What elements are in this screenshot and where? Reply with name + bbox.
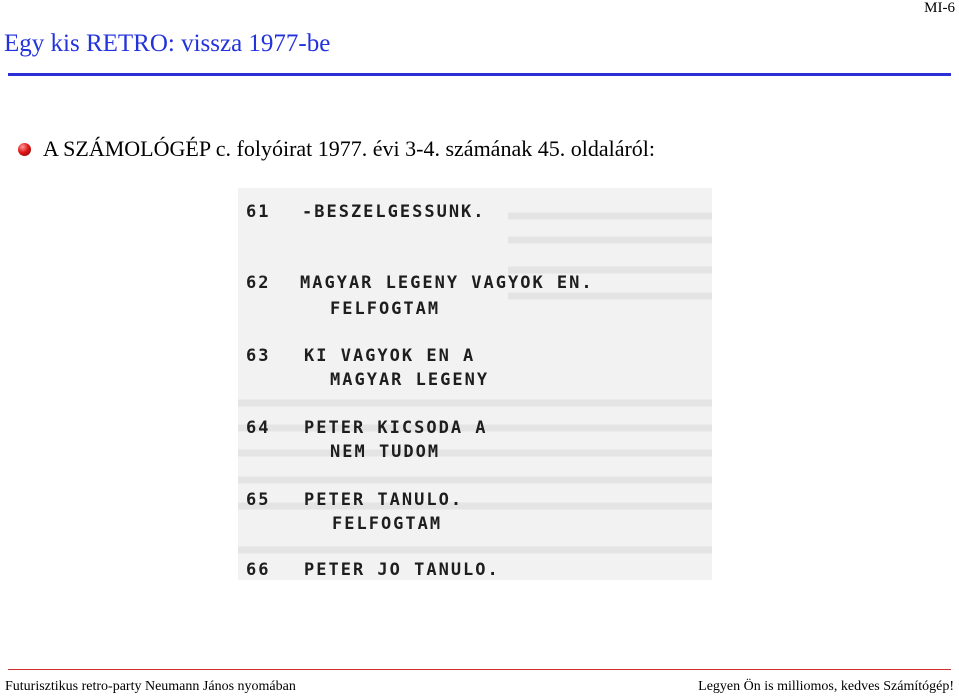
line-text: PETER TANULO. — [304, 490, 464, 510]
footer-divider — [8, 669, 951, 670]
line-number: 64 — [246, 418, 271, 438]
line-text: PETER JO TANULO. — [304, 560, 500, 580]
line-text: FELFOGTAM — [330, 299, 441, 319]
line-number: 63 — [246, 346, 271, 366]
scanned-printout — [238, 188, 712, 580]
line-text: FELFOGTAM — [332, 514, 443, 534]
slide-number: MI-6 — [924, 0, 955, 16]
line-number: 66 — [246, 560, 271, 580]
slide-title: Egy kis RETRO: vissza 1977-be — [4, 30, 331, 57]
bullet-ball-icon — [18, 143, 31, 156]
bullet-text: A SZÁMOLÓGÉP c. folyóirat 1977. évi 3-4. számának 45. oldaláról: — [43, 136, 656, 161]
title-divider — [8, 73, 951, 76]
bullet-item — [18, 136, 655, 162]
line-text: PETER KICSODA A — [304, 418, 488, 438]
line-text: KI VAGYOK EN A — [304, 346, 476, 366]
line-number: 62 — [246, 273, 271, 293]
footer-left-text: Futurisztikus retro-party Neumann János nyomában — [5, 679, 296, 694]
line-number: 61 — [246, 202, 271, 222]
line-text: NEM TUDOM — [330, 442, 441, 462]
line-text: MAGYAR LEGENY VAGYOK EN. — [300, 273, 594, 293]
line-text: MAGYAR LEGENY — [330, 370, 490, 390]
line-number: 65 — [246, 490, 271, 510]
line-text: -BESZELGESSUNK. — [302, 202, 486, 222]
footer-right-text: Legyen Ön is milliomos, kedves Számítógép! — [698, 679, 954, 694]
